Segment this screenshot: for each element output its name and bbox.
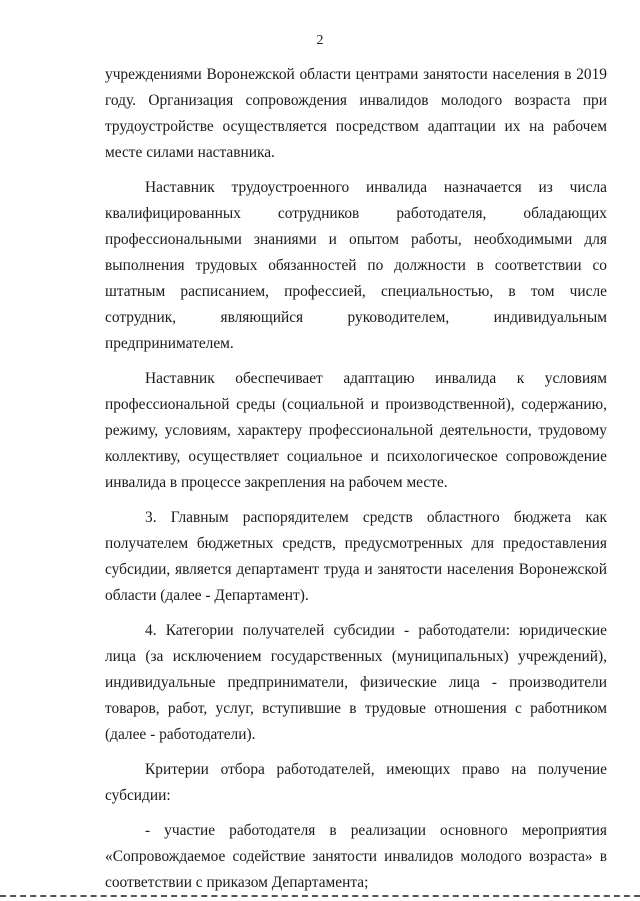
- paragraph-selection-criteria: Критерии отбора работодателей, имеющих право на получение субсидии:: [105, 761, 607, 804]
- paragraph-item-4: 4. Категории получателей субсидии - работодатели: юридические лица (за исключением государственных (муниципальных) учреждений), индивидуальные предприниматели, физические лица - производители товаров, работ, услуг, вступившие в трудовые отношения с работником (далее - работодатели).: [105, 622, 607, 743]
- paragraph-mentor-duties: Наставник обеспечивает адаптацию инвалида к условиям профессиональной среды (социальной и производственной), содержанию, режиму, условиям, характеру профессиональной деятельности, трудовому коллективу, осуществляет социальное и психологическое сопровождение инвалида в процессе закрепления на рабочем месте.: [105, 370, 607, 491]
- page-bottom-edge: [0, 895, 640, 897]
- page-number: 2: [316, 33, 324, 48]
- criteria-list-item: - участие работодателя в реализации основного мероприятия «Сопровождаемое содействие занятости инвалидов молодого возраста» в соответствии с приказом Департамента;: [105, 822, 607, 891]
- paragraph-item-3: 3. Главным распорядителем средств областного бюджета как получателем бюджетных средств, предусмотренных для предоставления субсидии, является департамент труда и занятости населения Воронежской области (далее - Департамент).: [105, 509, 607, 604]
- paragraph-mentor-appointment: Наставник трудоустроенного инвалида назначается из числа квалифицированных сотрудников работодателя, обладающих профессиональными знаниями и опытом работы, необходимыми для выполнения трудовых обязанностей по должности в соответствии со штатным расписанием, профессией, специальностью, в том числе сотрудник, являющийся руководителем, индивидуальным предпринимателем.: [105, 179, 607, 352]
- paragraph-continuation: учреждениями Воронежской области центрами занятости населения в 2019 году. Организация сопровождения инвалидов молодого возраста при трудоустройстве осуществляется посредством адаптации их на рабочем месте силами наставника.: [105, 66, 607, 161]
- document-body: [105, 62, 607, 896]
